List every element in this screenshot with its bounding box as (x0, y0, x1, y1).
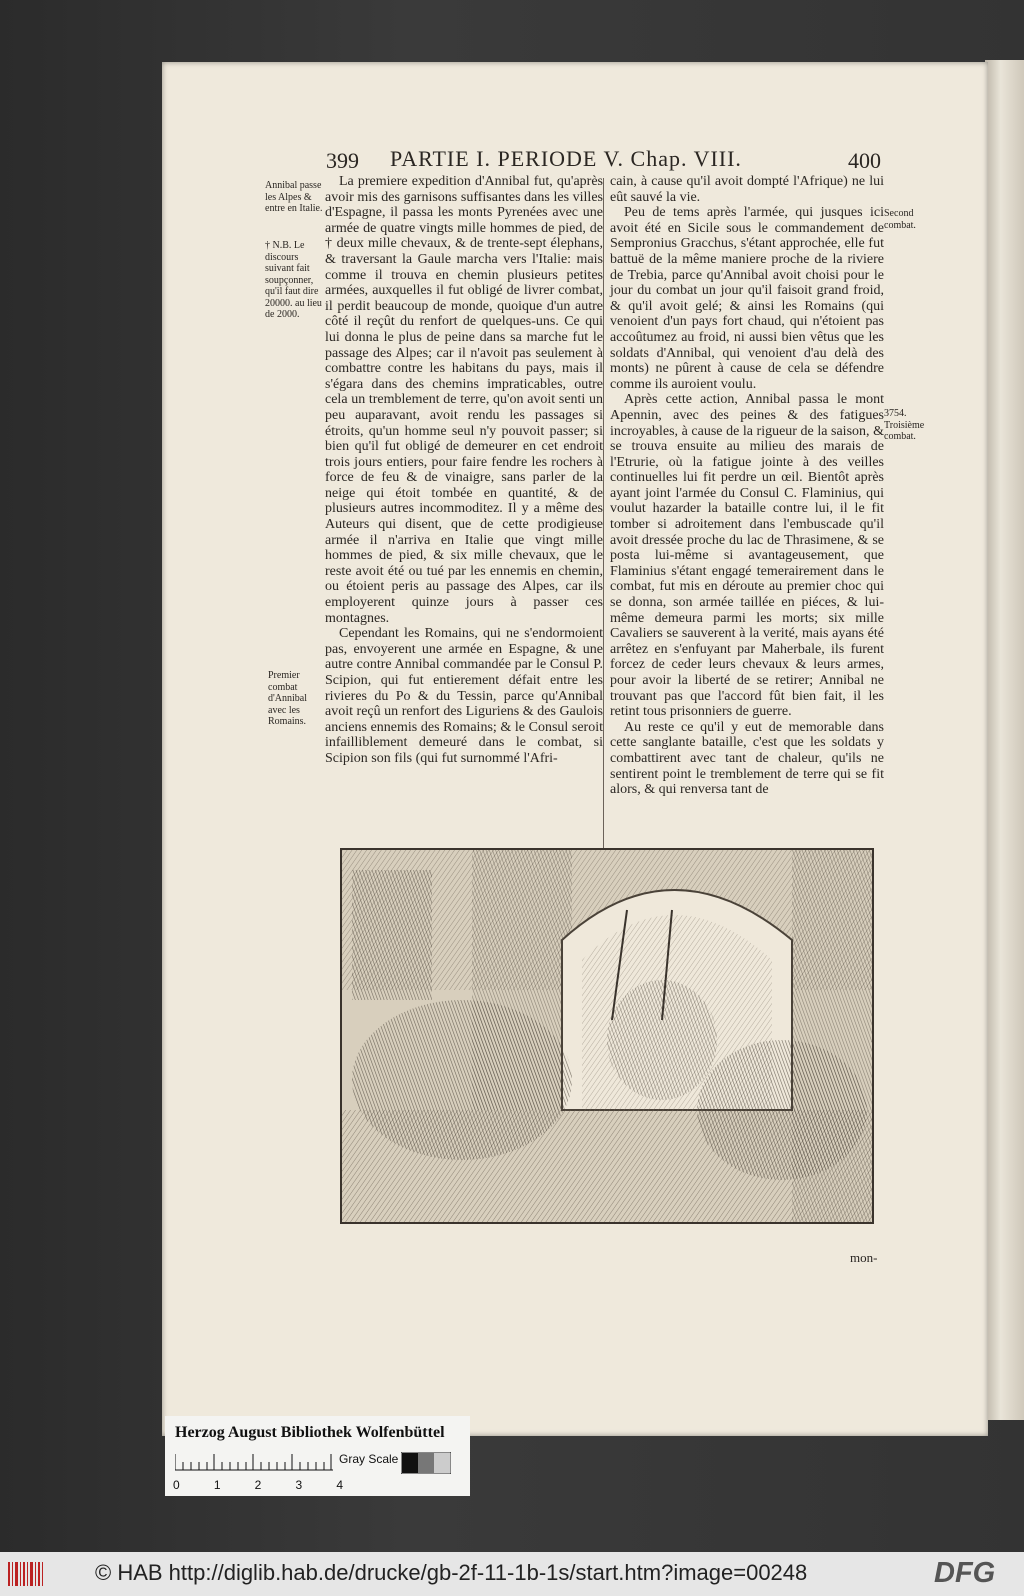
page-number-right: 400 (848, 148, 881, 173)
ruler-scale (175, 1450, 335, 1472)
paragraph: cain, à cause qu'il avoit dompté l'Afrique) ne lui eût sauvé la vie. (610, 174, 884, 205)
margin-note-nb: † N.B. Le discours suivant fait soupçonner, qu'il faut dire 20000. au lieu de 2000. (265, 240, 322, 320)
margin-note-second-combat: Second combat. (884, 208, 916, 231)
paragraph: Après cette action, Annibal passa le mont Apennin, avec des peines & des fatigues incroyables, à cause de la rigueur de la saison, & se trouva ensuite au milieu des marais de l'Etrurie, où la fatigue jointe à des veilles continuelles lui fit perdre un œil. Bientôt après ayant joint l'armée du Consul C. Flaminius, qui voulut hazarder la bataille contre lui, il le fit tomber si adroitement dans l'embuscade qu'il avoit dressée proche du lac de Thrasimene, & se posta lui-même si avantageusement, que Flaminius s'étant engagé temerairement dans le combat, fut mis en déroute au premier choc qui se donna, son armée taillée en piéces, & lui-même demeura parmi les morts; six mille Cavaliers se sauverent à la verité, mais ayans été arrêtez en s'enfuyant par Maherbale, ils furent forcez de ceder leurs chevaux & leurs armes, pour avoir la liberté de se retirer; Annibal ne trouvant pas que l'accord fût bien fait, il les retint tous prisonniers de guerre. (610, 392, 884, 720)
running-title: PARTIE I. PERIODE V. Chap. VIII. (390, 146, 742, 171)
paragraph: La premiere expedition d'Annibal fut, qu'après avoir mis des garnisons suffisantes dans les villes d'Espagne, il passa les monts Pyrenées avec une armée de quatre vingts mille hommes de pied, de † deux mille chevaux, & de trente-sept élephans, & traversant la Gaule marcha vers l'Italie: mais comme il trouva en chemin plusieurs petites armées, auxquelles il fut obligé de livrer combat, il perdit beaucoup de monde, quoique d'un autre côté il reçût du renfort de quelques-uns. Ce qui lui donna le plus de peine dans sa marche fut le passage des Alpes; car il n'avoit pas seulement à combattre contre les habitans du pays, mais il s'égara dans des chemins impraticables, outre cela un tremblement de terre, qu'on avoit senti un peu auparavant, avoit rendu les passages si étroits, qu'un homme seul n'y pouvoit passer; si bien qu'il fut obligé de demeurer en cet endroit trois jours entiers, pour faire fendre les rochers à force de feu & de vinaigre, sans parler de la neige qui étoit tombée en quantité, & de plusieurs autres incommoditez. Il y a même des Auteurs qui disent, que de cette prodigieuse armée il n'arriva en Italie que vingt mille hommes de pied, & six mille chevaux, que le reste avoit été ou tué par les ennemis en chemin, ou étoient peris au passage des Alpes, car ils employerent quinze jours à passer ces montagnes. (325, 174, 603, 626)
text-column-right (610, 174, 884, 798)
ruler-number: 3 (295, 1478, 303, 1492)
footer-bar (0, 1552, 1024, 1596)
dfg-logo: DFG (934, 1557, 996, 1589)
ruler-number: 0 (173, 1478, 180, 1492)
column-divider (603, 178, 604, 884)
engraving-scene (342, 850, 872, 1222)
page-number-left: 399 (326, 148, 359, 173)
running-head (162, 146, 988, 176)
next-page-edge (985, 60, 1024, 1420)
paragraph: Peu de tems après l'armée, qui jusques ici avoit été en Sicile sous le commandement de Sempronius Gracchus, s'étant approchée, elle fut battuë de la même maniere proche de la riviere de Trebia, parce qu'Annibal avoit choisi pour le jour du combat un jour qu'il faisoit grand froid, & qu'il avoit gelé; & ainsi les Romains (qui venoient d'un pays fort chaud, qui n'étoient pas accoûtumez au froid, ni aussi bien vêtus que les soldats d'Annibal, qui venoient d'au delà des monts) ne pûrent à cause de cela se défendre comme ils auroient voulu. (610, 205, 884, 392)
margin-note-first-combat: Premier combat d'Annibal avec les Romains. (268, 670, 308, 727)
library-name: Herzog August Bibliothek Wolfenbüttel (175, 1424, 445, 1441)
ruler-numbers (173, 1478, 343, 1492)
ruler-number: 4 (336, 1478, 343, 1492)
gray-scale-label: Gray Scale (339, 1452, 399, 1466)
engraving-illustration (340, 848, 874, 1224)
margin-note-alps: Annibal passe les Alpes & entre en Italie. (265, 180, 323, 214)
margin-note-third-combat: 3754. Troisième combat. (884, 408, 925, 442)
barcode-icon (8, 1560, 48, 1588)
paragraph: Au reste ce qu'il y eut de memorable dans cette sanglante bataille, c'est que les soldats y combattirent avec tant de chaleur, qu'ils ne sentirent point le tremblement de terre qui se fit alors, & qui renversa tant de (610, 719, 884, 798)
book-page (162, 62, 988, 1436)
catchword: mon- (850, 1250, 878, 1265)
copyright-url[interactable]: © HAB http://diglib.hab.de/drucke/gb-2f-11-1b-1s/start.htm?image=00248 (95, 1560, 808, 1585)
ruler-number: 1 (213, 1478, 221, 1492)
library-label-card (165, 1416, 470, 1496)
gray-scale-swatch (401, 1452, 451, 1474)
paragraph: Cependant les Romains, qui ne s'endormoient pas, envoyerent une armée en Espagne, & une autre contre Annibal commandée par le Consul P. Scipion, qui fut entierement défait entre les rivieres du Po & du Tessin, parce qu'Annibal avoit reçû un renfort des Liguriens & des Gaulois anciens ennemis des Romains; & le Consul seroit infailliblement demeuré dans le combat, si Scipion son fils (qui fut surnommé l'Afri- (325, 626, 603, 766)
ruler-number: 2 (254, 1478, 262, 1492)
text-column-left (325, 174, 603, 767)
